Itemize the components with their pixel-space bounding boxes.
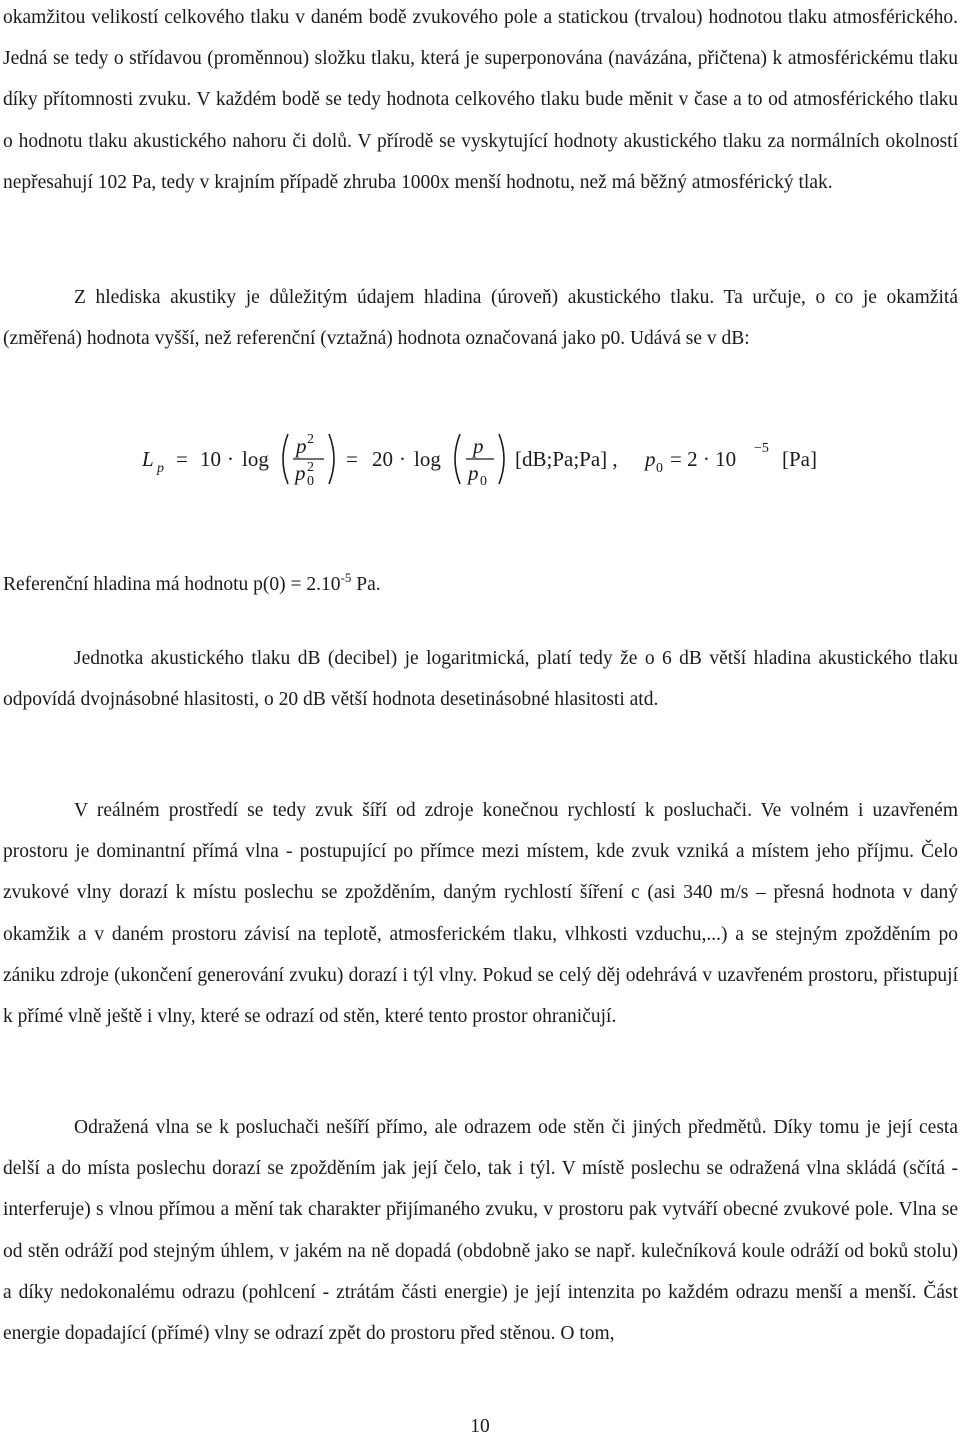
svg-text:p: p <box>157 461 164 476</box>
sound-level-formula <box>140 428 840 490</box>
page-number: 10 <box>470 1416 490 1437</box>
svg-text:[Pa]: [Pa] <box>782 447 817 471</box>
reference-level: Referenční hladina má hodnotu $p(0) = 2.10^{-5}$ Pa. <box>3 570 381 595</box>
svg-text:0: 0 <box>656 461 663 476</box>
svg-text:·: · <box>399 447 406 471</box>
svg-text:=: = <box>346 447 358 471</box>
svg-text:p: p <box>296 434 307 458</box>
svg-text:p: p <box>645 447 656 471</box>
svg-text:log: log <box>414 447 441 471</box>
paragraph-direct-wave: V reálném prostředí se tedy zvuk šíří od zdroje konečnou rychlostí k posluchači. Ve volném i uzavřeném prostoru je dominantní přímá vlna - postupující po přímce mezi místem, kde zvuk vzniká a místem jeho příjmu. Čelo zvukové vlny dorazí k místu poslechu se zpožděním, daným rychlostí šíření c (asi 340 m/s – přesná hodnota v daný okamžik a v daném prostoru závisí na teplotě, atmosferickém tlaku, vlhkosti vzduchu,...) a se stejným zpožděním po zániku zdroje (ukončení generování zvuku) dorazí i týl vlny. Pokud se celý děj odehrává v uzavřeném prostoru, přistupují k přímé vlně ještě i vlny, které se odrazí od stěn, které tento prostor ohraničují. <box>3 800 958 1028</box>
svg-text:p: p <box>468 461 479 485</box>
svg-text:20: 20 <box>372 447 393 471</box>
paragraph-sound-level: Z hlediska akustiky je důležitým údajem hladina (úroveň) akustického tlaku. Ta určuje, o co je okamžitá (změřená) hodnota vyšší, než referenční (vztažná) hodnota označovaná jako p0. Udává se v dB: <box>3 287 958 350</box>
svg-text:0: 0 <box>307 474 314 489</box>
svg-text:p: p <box>295 461 306 485</box>
formula-lp: L <box>142 447 154 471</box>
svg-text:0: 0 <box>480 474 487 489</box>
svg-text:= 2 · 10: = 2 · 10 <box>670 447 737 471</box>
svg-text:·: · <box>227 447 234 471</box>
paragraph-decibel-unit: Jednotka akustického tlaku dB (decibel) je logaritmická, platí tedy že o 6 dB větší hladina akustického tlaku odpovídá dvojnásobné hlasitosti, o 20 dB větší hodnota desetinásobné hlasitosti atd. <box>3 648 958 711</box>
svg-text:2: 2 <box>307 460 314 475</box>
svg-text:=: = <box>176 447 188 471</box>
svg-text:p: p <box>473 434 484 458</box>
svg-text:2: 2 <box>307 432 314 447</box>
svg-text:10: 10 <box>200 447 221 471</box>
paragraph-acoustic-pressure: okamžitou velikostí celkového tlaku v daném bodě zvukového pole a statickou (trvalou) hodnotou tlaku atmosférického. Jedná se tedy o střídavou (proměnnou) složku tlaku, která je superponována (navázána, přičtena) k atmosférickému tlaku díky přítomnosti zvuku. V každém bodě se tedy hodnota celkového tlaku bude měnit v čase a to od atmosférického tlaku o hodnotu tlaku akustického nahoru či dolů. V přírodě se vyskytující hodnoty akustického tlaku za normálních okolností nepřesahují 102 Pa, tedy v krajním případě zhruba 1000x menší hodnotu, než má běžný atmosférický tlak. <box>3 7 958 193</box>
svg-text:log: log <box>242 447 269 471</box>
paragraph-reflected-wave: Odražená vlna se k posluchači nešíří přímo, ale odrazem ode stěn či jiných předmětů. Díky tomu je její cesta delší a do místa poslechu dorazí se zpožděním jak její čelo, tak i týl. V místě poslechu se odražená vlna skládá (sčítá - interferuje) s vlnou přímou a mění tak charakter přijímaného zvuku, v prostoru pak vytváří obecné zvukové pole. Vlna se od stěn odráží pod stejným úhlem, v jakém na ně dopadá (obdobně jako se např. kulečníková koule odráží od boků stolu) a díky nedokonalému odrazu (pohlcení - ztrátám části energie) je její intenzita po každém odrazu menší a menší. Část energie dopadající (přímé) vlny se odrazí zpět do prostoru před stěnou. O tom, <box>3 1117 958 1345</box>
svg-text:−5: −5 <box>754 441 769 456</box>
svg-text:[dB;Pa;Pa] ,: [dB;Pa;Pa] , <box>515 447 618 471</box>
